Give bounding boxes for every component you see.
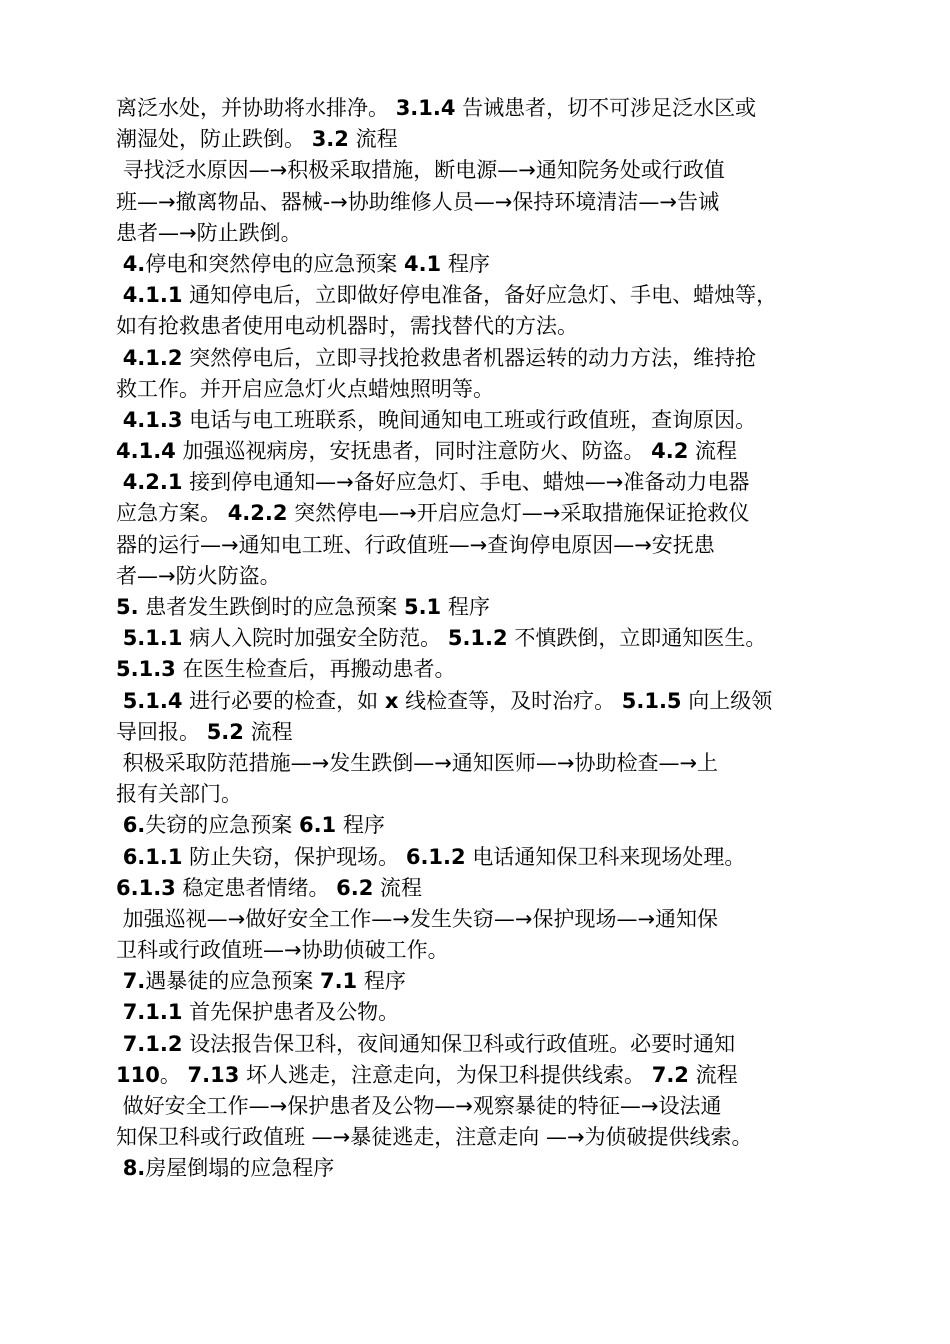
text-line: 4.1.1 通知停电后，立即做好停电准备，备好应急灯、手电、蜡烛等， [122,283,778,308]
text-line: 积极采取防范措施—→发生跌倒—→通知医师—→协助检查—→上 [116,750,719,775]
text-line: 5. 患者发生跌倒时的应急预案 5.1 程序 [116,595,490,619]
text-line: 4.2.1 接到停电通知—→备好应急灯、手电、蜡烛—→准备动力电器 [122,470,750,495]
text-line: 7.遇暴徒的应急预案 7.1 程序 [122,969,406,994]
text-line: 4.1.2 突然停电后，立即寻找抢救患者机器运转的动力方法，维持抢 [122,345,757,370]
text-line: 器的运行—→通知电工班、行政值班—→查询停电原因—→安抚患 [116,532,715,557]
text-line: 知保卫科或行政值班 —→暴徒逃走，注意走向 —→为侦破提供线索。 [116,1125,753,1150]
text-line: 6.1.3 稳定患者情绪。 6.2 流程 [116,875,423,900]
text-line: 7.1.1 首先保护患者及公物。 [122,1000,400,1025]
text-line: 报有关部门。 [116,782,242,807]
text-line: 5.1.1 病人入院时加强安全防范。 5.1.2 不慎跌倒，立即通知医生。 [122,626,767,651]
text-line: 患者—→防止跌倒。 [116,220,302,245]
text-line: 应急方案。 4.2.2 突然停电—→开启应急灯—→采取措施保证抢救仪 [116,501,750,526]
text-line: 5.1.4 进行必要的检查，如 x 线检查等，及时治疗。 5.1.5 向上级领 [122,688,773,713]
text-line: 班—→撤离物品、器械-→协助维修人员—→保持环境清洁—→告诫 [116,189,719,214]
text-line: 6.失窃的应急预案 6.1 程序 [122,813,385,838]
text-line: 寻找泛水原因—→积极采取措施，断电源—→通知院务处或行政值 [116,158,725,183]
text-line: 潮湿处，防止跌倒。 3.2 流程 [116,127,398,152]
text-line: 7.1.2 设法报告保卫科，夜间通知保卫科或行政值班。必要时通知 [122,1031,736,1056]
text-line: 4.1.3 电话与电工班联系，晚间通知电工班或行政值班，查询原因。 [122,407,757,432]
text-line: 加强巡视—→做好安全工作—→发生失窃—→保护现场—→通知保 [116,906,719,931]
text-line: 6.1.1 防止失窃，保护现场。 6.1.2 电话通知保卫科来现场处理。 [122,844,746,869]
text-line: 如有抢救患者使用电动机器时，需找替代的方法。 [116,314,578,339]
text-line: 导回报。 5.2 流程 [116,719,293,744]
document-page [116,93,846,1185]
text-line: 5.1.3 在医生检查后，再搬动患者。 [116,657,456,682]
text-line: 离泛水处，并协助将水排净。 3.1.4 告诫患者，切不可涉足泛水区或 [116,96,757,120]
text-line: 8.房屋倒塌的应急程序 [122,1156,335,1181]
text-line: 做好安全工作—→保护患者及公物—→观察暴徒的特征—→设法通 [116,1094,722,1118]
text-line: 110。 7.13 坏人逃走，注意走向，为保卫科提供线索。 7.2 流程 [116,1062,738,1087]
text-line: 4.1.4 加强巡视病房，安抚患者，同时注意防火、防盗。 4.2 流程 [116,439,738,464]
text-line: 者—→防火防盗。 [116,563,281,588]
text-line: 救工作。并开启应急灯火点蜡烛照明等。 [116,376,494,401]
text-line: 卫科或行政值班—→协助侦破工作。 [116,938,449,963]
text-line: 4.停电和突然停电的应急预案 4.1 程序 [122,251,490,276]
